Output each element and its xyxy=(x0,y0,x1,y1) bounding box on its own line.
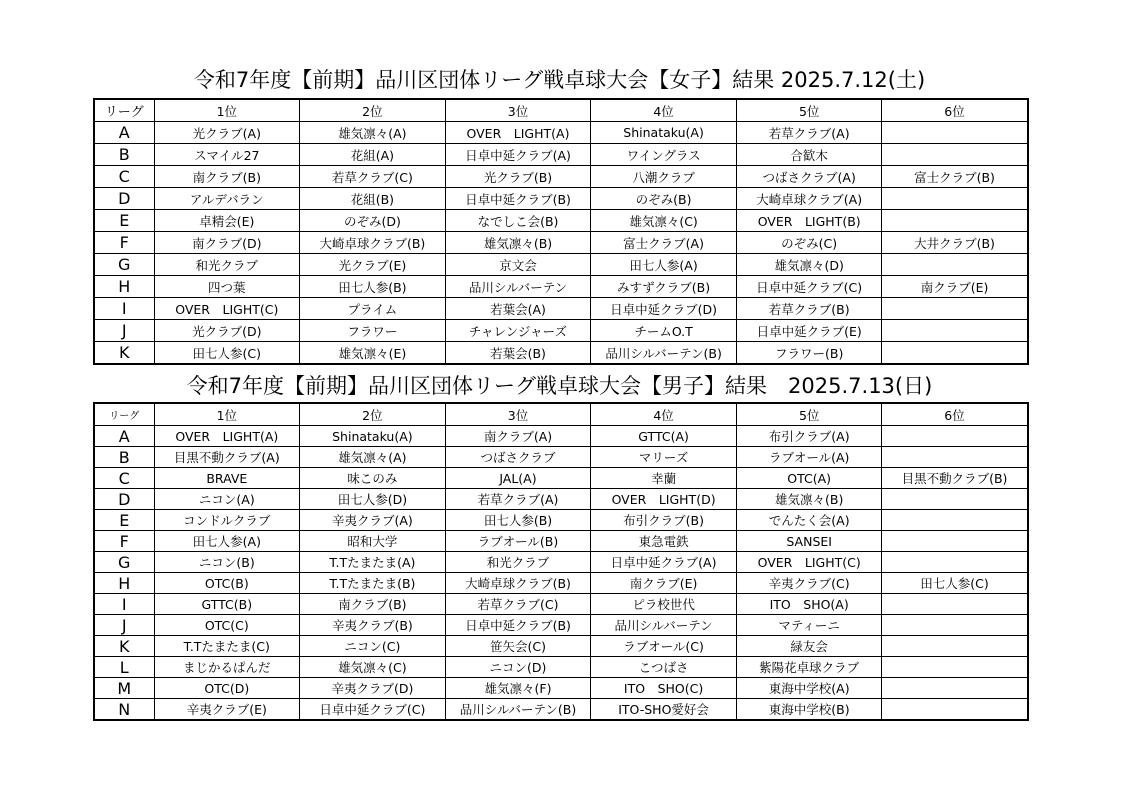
table-row xyxy=(94,298,1028,320)
team-cell: OVER LIGHT(C) xyxy=(154,298,300,320)
team-cell xyxy=(882,426,1028,447)
team-cell: 雄気凛々(B) xyxy=(445,232,591,254)
league-cell: G xyxy=(94,552,154,573)
team-cell: マリーズ xyxy=(591,447,737,468)
league-cell: D xyxy=(94,489,154,510)
table-row xyxy=(94,699,1028,721)
team-cell: 品川シルバーテン(B) xyxy=(445,699,591,721)
league-cell: J xyxy=(94,615,154,636)
team-cell: 品川シルバーテン(B) xyxy=(591,342,737,365)
league-cell: N xyxy=(94,699,154,721)
rank-column-header: 5位 xyxy=(736,99,882,122)
team-cell: ITO SHO(C) xyxy=(591,678,737,699)
team-cell: のぞみ(C) xyxy=(736,232,882,254)
team-cell: ITO SHO(A) xyxy=(736,594,882,615)
team-cell: 昭和大学 xyxy=(300,531,446,552)
team-cell: GTTC(B) xyxy=(154,594,300,615)
team-cell: 辛夷クラブ(B) xyxy=(300,615,446,636)
team-cell: 大井クラブ(B) xyxy=(882,232,1028,254)
table-row xyxy=(94,489,1028,510)
table-row xyxy=(94,615,1028,636)
team-cell: 雄気凛々(F) xyxy=(445,678,591,699)
team-cell xyxy=(882,594,1028,615)
team-cell: 東急電鉄 xyxy=(591,531,737,552)
league-cell: E xyxy=(94,210,154,232)
team-cell: OTC(B) xyxy=(154,573,300,594)
table-row xyxy=(94,510,1028,531)
team-cell: 田七人参(B) xyxy=(445,510,591,531)
team-cell: T.Tたまたま(C) xyxy=(154,636,300,657)
league-cell: G xyxy=(94,254,154,276)
team-cell: 大崎卓球クラブ(B) xyxy=(300,232,446,254)
table-row xyxy=(94,636,1028,657)
league-cell: B xyxy=(94,144,154,166)
table-header-row xyxy=(94,99,1028,122)
table-row xyxy=(94,122,1028,144)
league-cell: K xyxy=(94,342,154,365)
table-row xyxy=(94,447,1028,468)
team-cell: OTC(A) xyxy=(736,468,882,489)
league-cell: I xyxy=(94,298,154,320)
rank-column-header: 1位 xyxy=(154,403,300,426)
rank-column-header: 1位 xyxy=(154,99,300,122)
team-cell: 若草クラブ(B) xyxy=(736,298,882,320)
team-cell: 品川シルバーテン xyxy=(445,276,591,298)
table-row xyxy=(94,144,1028,166)
team-cell: 南クラブ(E) xyxy=(591,573,737,594)
team-cell: アルデバラン xyxy=(154,188,300,210)
team-cell: 田七人参(D) xyxy=(300,489,446,510)
table-row xyxy=(94,166,1028,188)
women-results-table xyxy=(93,98,1029,365)
team-cell: 八潮クラブ xyxy=(591,166,737,188)
team-cell xyxy=(882,531,1028,552)
team-cell: 日卓中延クラブ(C) xyxy=(736,276,882,298)
team-cell: 南クラブ(E) xyxy=(882,276,1028,298)
team-cell: SANSEI xyxy=(736,531,882,552)
team-cell xyxy=(882,210,1028,232)
team-cell xyxy=(882,552,1028,573)
rank-column-header: 5位 xyxy=(736,403,882,426)
team-cell: ラブオール(C) xyxy=(591,636,737,657)
rank-column-header: 2位 xyxy=(300,403,446,426)
team-cell: OTC(D) xyxy=(154,678,300,699)
team-cell: 光クラブ(D) xyxy=(154,320,300,342)
team-cell: 富士クラブ(B) xyxy=(882,166,1028,188)
team-cell xyxy=(882,342,1028,365)
table-row xyxy=(94,232,1028,254)
men-results-table xyxy=(93,402,1029,721)
team-cell: つばさクラブ xyxy=(445,447,591,468)
team-cell: 大崎卓球クラブ(A) xyxy=(736,188,882,210)
team-cell: BRAVE xyxy=(154,468,300,489)
table-row xyxy=(94,254,1028,276)
team-cell: ニコン(D) xyxy=(445,657,591,678)
team-cell: 南クラブ(D) xyxy=(154,232,300,254)
team-cell: フラワー(B) xyxy=(736,342,882,365)
team-cell: 笹矢会(C) xyxy=(445,636,591,657)
team-cell: OVER LIGHT(D) xyxy=(591,489,737,510)
team-cell xyxy=(882,510,1028,531)
team-cell: T.Tたまたま(A) xyxy=(300,552,446,573)
team-cell: GTTC(A) xyxy=(591,426,737,447)
table-row xyxy=(94,573,1028,594)
team-cell: OTC(C) xyxy=(154,615,300,636)
women-results-title: 令和7年度【前期】品川区団体リーグ戦卓球大会【女子】結果 2025.7.12(土) xyxy=(193,68,926,92)
table-row xyxy=(94,552,1028,573)
team-cell: 富士クラブ(A) xyxy=(591,232,737,254)
team-cell: 雄気凛々(E) xyxy=(300,342,446,365)
team-cell: ニコン(B) xyxy=(154,552,300,573)
team-cell: 光クラブ(B) xyxy=(445,166,591,188)
league-cell: F xyxy=(94,531,154,552)
league-cell: L xyxy=(94,657,154,678)
team-cell: スマイル27 xyxy=(154,144,300,166)
team-cell: 合歓木 xyxy=(736,144,882,166)
team-cell: 雄気凛々(A) xyxy=(300,447,446,468)
league-cell: D xyxy=(94,188,154,210)
team-cell: 四つ葉 xyxy=(154,276,300,298)
table-header-row xyxy=(94,403,1028,426)
team-cell: 若葉会(A) xyxy=(445,298,591,320)
team-cell: 日卓中延クラブ(A) xyxy=(591,552,737,573)
team-cell: 目黒不動クラブ(A) xyxy=(154,447,300,468)
team-cell: 雄気凛々(B) xyxy=(736,489,882,510)
team-cell: ワイングラス xyxy=(591,144,737,166)
team-cell: マティーニ xyxy=(736,615,882,636)
team-cell: 日卓中延クラブ(D) xyxy=(591,298,737,320)
table-row xyxy=(94,426,1028,447)
team-cell xyxy=(882,144,1028,166)
table-row xyxy=(94,276,1028,298)
team-cell: 雄気凛々(C) xyxy=(300,657,446,678)
team-cell: 田七人参(A) xyxy=(154,531,300,552)
team-cell xyxy=(882,657,1028,678)
team-cell: 日卓中延クラブ(B) xyxy=(445,188,591,210)
team-cell: 南クラブ(B) xyxy=(300,594,446,615)
team-cell: 南クラブ(A) xyxy=(445,426,591,447)
team-cell: 日卓中延クラブ(A) xyxy=(445,144,591,166)
team-cell: 若草クラブ(C) xyxy=(300,166,446,188)
league-cell: K xyxy=(94,636,154,657)
team-cell: 目黒不動クラブ(B) xyxy=(882,468,1028,489)
team-cell: フラワー xyxy=(300,320,446,342)
team-cell: 東海中学校(B) xyxy=(736,699,882,721)
team-cell: 光クラブ(A) xyxy=(154,122,300,144)
team-cell: 大崎卓球クラブ(B) xyxy=(445,573,591,594)
table-row xyxy=(94,531,1028,552)
team-cell xyxy=(882,122,1028,144)
team-cell: 田七人参(C) xyxy=(154,342,300,365)
table-row xyxy=(94,468,1028,489)
team-cell: 雄気凛々(D) xyxy=(736,254,882,276)
team-cell: ニコン(A) xyxy=(154,489,300,510)
team-cell xyxy=(882,699,1028,721)
league-cell: M xyxy=(94,678,154,699)
team-cell xyxy=(882,298,1028,320)
league-cell: J xyxy=(94,320,154,342)
league-cell: H xyxy=(94,276,154,298)
team-cell: 若草クラブ(A) xyxy=(736,122,882,144)
team-cell: 日卓中延クラブ(E) xyxy=(736,320,882,342)
team-cell: Shinataku(A) xyxy=(591,122,737,144)
team-cell: 辛夷クラブ(C) xyxy=(736,573,882,594)
team-cell: ラブオール(A) xyxy=(736,447,882,468)
men-results-title: 令和7年度【前期】品川区団体リーグ戦卓球大会【男子】結果 2025.7.13(日) xyxy=(186,374,933,398)
team-cell: 味このみ xyxy=(300,468,446,489)
league-cell: B xyxy=(94,447,154,468)
team-cell: OVER LIGHT(A) xyxy=(154,426,300,447)
team-cell: まじかるぱんだ xyxy=(154,657,300,678)
team-cell: ニコン(C) xyxy=(300,636,446,657)
team-cell: 辛夷クラブ(E) xyxy=(154,699,300,721)
team-cell: 緑友会 xyxy=(736,636,882,657)
team-cell: ピラ校世代 xyxy=(591,594,737,615)
team-cell: 和光クラブ xyxy=(445,552,591,573)
team-cell: 幸蘭 xyxy=(591,468,737,489)
team-cell: つばさクラブ(A) xyxy=(736,166,882,188)
team-cell: 雄気凛々(A) xyxy=(300,122,446,144)
team-cell xyxy=(882,636,1028,657)
team-cell: 和光クラブ xyxy=(154,254,300,276)
league-cell: F xyxy=(94,232,154,254)
team-cell: 日卓中延クラブ(C) xyxy=(300,699,446,721)
team-cell: 辛夷クラブ(A) xyxy=(300,510,446,531)
table-row xyxy=(94,678,1028,699)
team-cell: 京文会 xyxy=(445,254,591,276)
table-row xyxy=(94,342,1028,365)
team-cell: 卓精会(E) xyxy=(154,210,300,232)
team-cell: 布引クラブ(A) xyxy=(736,426,882,447)
team-cell: 辛夷クラブ(D) xyxy=(300,678,446,699)
team-cell: JAL(A) xyxy=(445,468,591,489)
rank-column-header: 3位 xyxy=(445,403,591,426)
team-cell: 紫陽花卓球クラブ xyxy=(736,657,882,678)
team-cell: プライム xyxy=(300,298,446,320)
team-cell xyxy=(882,447,1028,468)
team-cell: 南クラブ(B) xyxy=(154,166,300,188)
team-cell: チャレンジャーズ xyxy=(445,320,591,342)
league-cell: C xyxy=(94,468,154,489)
team-cell: 若草クラブ(C) xyxy=(445,594,591,615)
team-cell: チームO.T xyxy=(591,320,737,342)
team-cell: OVER LIGHT(B) xyxy=(736,210,882,232)
team-cell: 雄気凛々(C) xyxy=(591,210,737,232)
team-cell: 田七人参(C) xyxy=(882,573,1028,594)
league-cell: A xyxy=(94,122,154,144)
team-cell: T.Tたまたま(B) xyxy=(300,573,446,594)
team-cell xyxy=(882,678,1028,699)
team-cell: ラブオール(B) xyxy=(445,531,591,552)
team-cell xyxy=(882,615,1028,636)
team-cell: みすずクラブ(B) xyxy=(591,276,737,298)
team-cell: 光クラブ(E) xyxy=(300,254,446,276)
team-cell: 若葉会(B) xyxy=(445,342,591,365)
team-cell: なでしこ会(B) xyxy=(445,210,591,232)
team-cell: のぞみ(D) xyxy=(300,210,446,232)
team-cell xyxy=(882,254,1028,276)
team-cell: のぞみ(B) xyxy=(591,188,737,210)
table-row xyxy=(94,320,1028,342)
team-cell: 品川シルバーテン xyxy=(591,615,737,636)
team-cell: コンドルクラブ xyxy=(154,510,300,531)
team-cell: 田七人参(A) xyxy=(591,254,737,276)
league-cell: A xyxy=(94,426,154,447)
league-column-header: リーグ xyxy=(94,403,154,426)
team-cell: OVER LIGHT(C) xyxy=(736,552,882,573)
team-cell: 若草クラブ(A) xyxy=(445,489,591,510)
team-cell: 日卓中延クラブ(B) xyxy=(445,615,591,636)
rank-column-header: 6位 xyxy=(882,99,1028,122)
team-cell: 東海中学校(A) xyxy=(736,678,882,699)
team-cell: 布引クラブ(B) xyxy=(591,510,737,531)
table-row xyxy=(94,210,1028,232)
team-cell: OVER LIGHT(A) xyxy=(445,122,591,144)
rank-column-header: 2位 xyxy=(300,99,446,122)
table-row xyxy=(94,657,1028,678)
team-cell: 田七人参(B) xyxy=(300,276,446,298)
league-cell: I xyxy=(94,594,154,615)
league-cell: C xyxy=(94,166,154,188)
table-row xyxy=(94,188,1028,210)
team-cell: こつばさ xyxy=(591,657,737,678)
league-column-header: リーグ xyxy=(94,99,154,122)
team-cell: ITO-SHO愛好会 xyxy=(591,699,737,721)
league-cell: H xyxy=(94,573,154,594)
league-cell: E xyxy=(94,510,154,531)
team-cell xyxy=(882,320,1028,342)
rank-column-header: 3位 xyxy=(445,99,591,122)
team-cell: Shinataku(A) xyxy=(300,426,446,447)
team-cell: 花組(A) xyxy=(300,144,446,166)
rank-column-header: 6位 xyxy=(882,403,1028,426)
team-cell xyxy=(882,489,1028,510)
team-cell: 花組(B) xyxy=(300,188,446,210)
rank-column-header: 4位 xyxy=(591,403,737,426)
rank-column-header: 4位 xyxy=(591,99,737,122)
team-cell xyxy=(882,188,1028,210)
table-row xyxy=(94,594,1028,615)
team-cell: でんたく会(A) xyxy=(736,510,882,531)
